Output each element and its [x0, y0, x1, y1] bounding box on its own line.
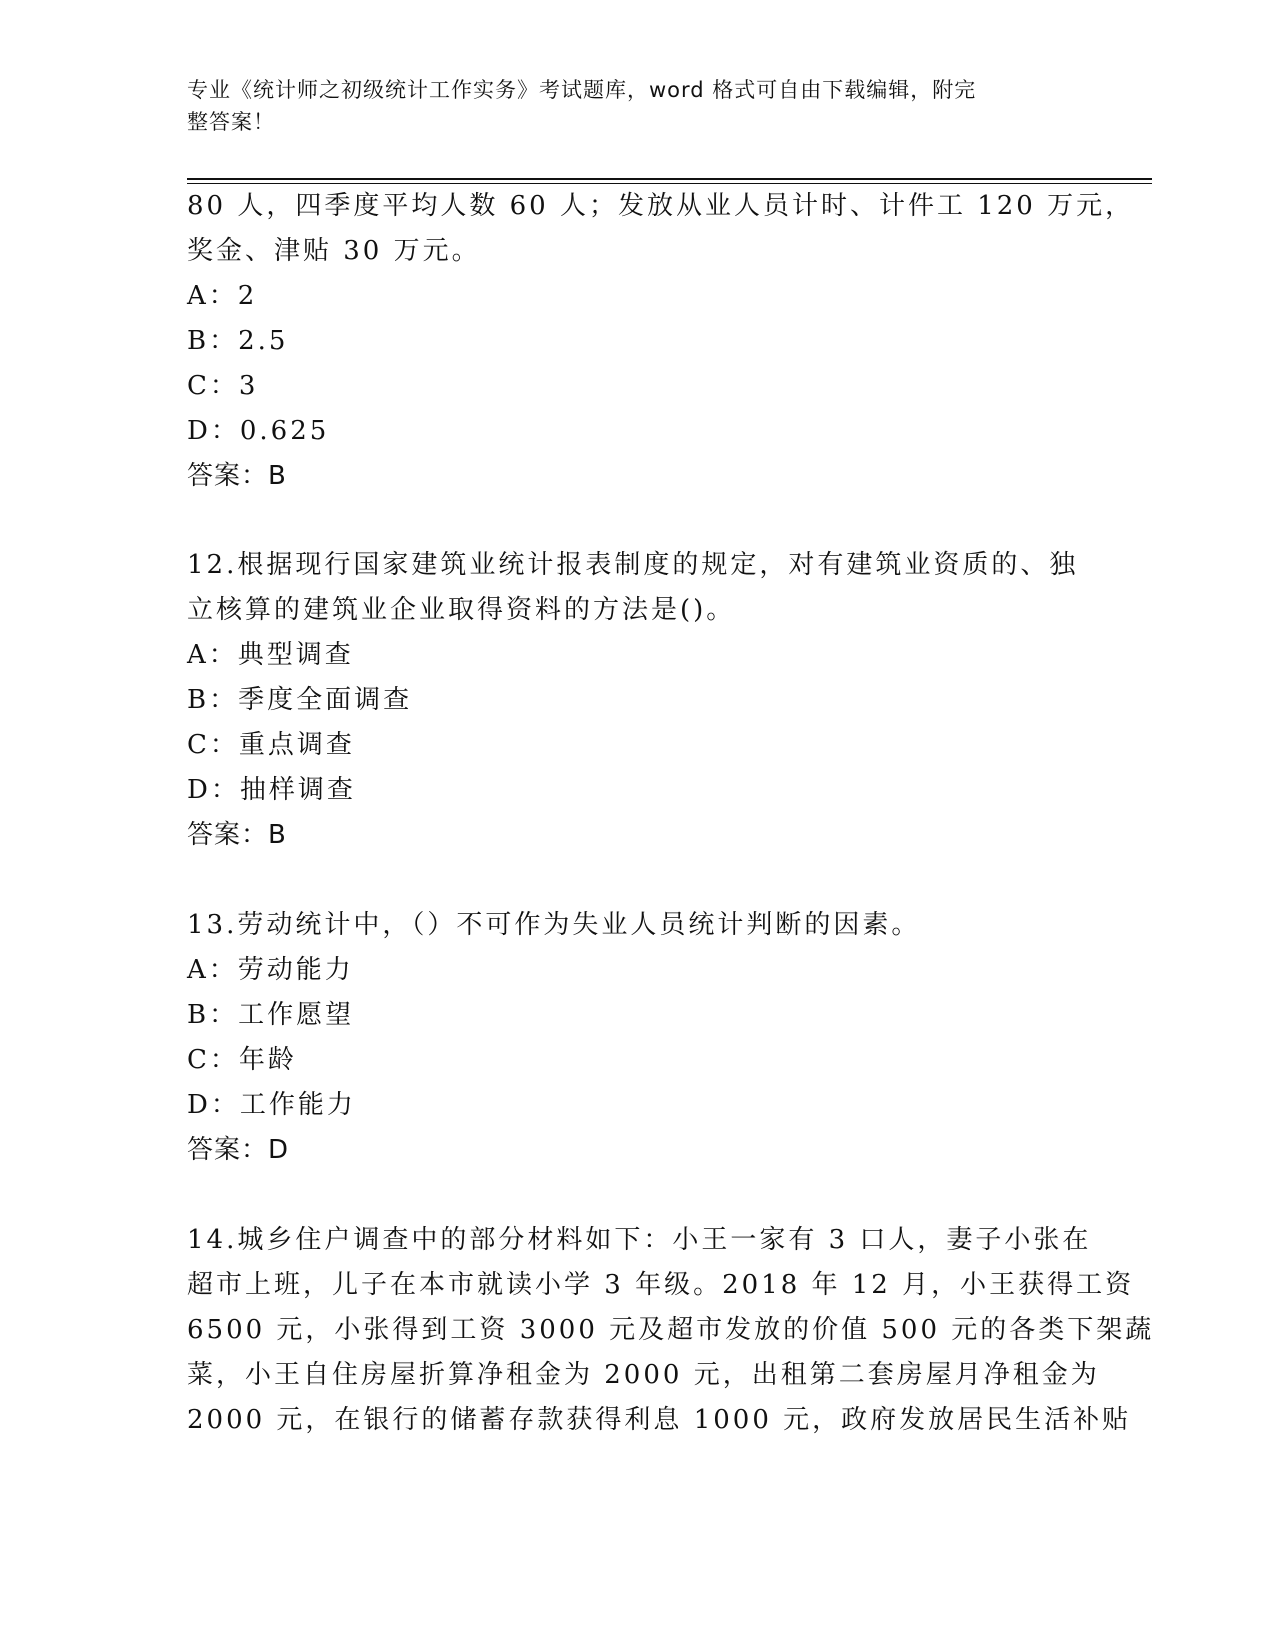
- question-text-line: 奖金、津贴 30 万元。: [187, 236, 481, 266]
- header-line-1: 专业《统计师之初级统计工作实务》考试题库，word 格式可自由下载编辑，附完: [187, 78, 977, 102]
- option-c: C：年龄: [187, 1045, 297, 1075]
- option-a: A：2: [187, 281, 258, 311]
- header-rule-thick: [187, 178, 1152, 180]
- option-b: B：工作愿望: [187, 1000, 355, 1030]
- option-b: B：季度全面调查: [187, 685, 413, 715]
- question-12: [187, 543, 1082, 858]
- question-text-line: 2000 元，在银行的储蓄存款获得利息 1000 元，政府发放居民生活补贴: [187, 1405, 1132, 1435]
- option-d: D：0.625: [187, 416, 330, 446]
- answer-line: 答案：B: [187, 461, 287, 491]
- question-text-line: 立核算的建筑业企业取得资料的方法是()。: [187, 595, 736, 625]
- option-a: A：劳动能力: [187, 955, 354, 985]
- question-14: [187, 1218, 1155, 1443]
- page-header: [187, 74, 1067, 138]
- option-d: D：工作能力: [187, 1090, 356, 1120]
- question-11: [187, 184, 1135, 499]
- question-13: [187, 903, 1082, 1173]
- question-text-line: 超市上班，儿子在本市就读小学 3 年级。2018 年 12 月，小王获得工资: [187, 1270, 1135, 1300]
- option-a: A：典型调查: [187, 640, 354, 670]
- answer-line: 答案：B: [187, 820, 287, 850]
- question-text-line: 14.城乡住户调查中的部分材料如下：小王一家有 3 口人，妻子小张在: [187, 1225, 1092, 1255]
- option-b: B：2.5: [187, 326, 289, 356]
- question-text-line: 13.劳动统计中，（）不可作为失业人员统计判断的因素。: [187, 910, 921, 940]
- option-d: D：抽样调查: [187, 775, 356, 805]
- question-text-line: 12.根据现行国家建筑业统计报表制度的规定，对有建筑业资质的、独: [187, 550, 1079, 580]
- question-text-line: 菜，小王自住房屋折算净租金为 2000 元，出租第二套房屋月净租金为: [187, 1360, 1100, 1390]
- option-c: C：重点调查: [187, 730, 355, 760]
- question-text-line: 6500 元，小张得到工资 3000 元及超市发放的价值 500 元的各类下架蔬: [187, 1315, 1155, 1345]
- header-line-2: 整答案！: [187, 110, 275, 134]
- question-text-line: 80 人，四季度平均人数 60 人；发放从业人员计时、计件工 120 万元，: [187, 191, 1135, 221]
- option-c: C：3: [187, 371, 259, 401]
- answer-line: 答案：D: [187, 1135, 290, 1165]
